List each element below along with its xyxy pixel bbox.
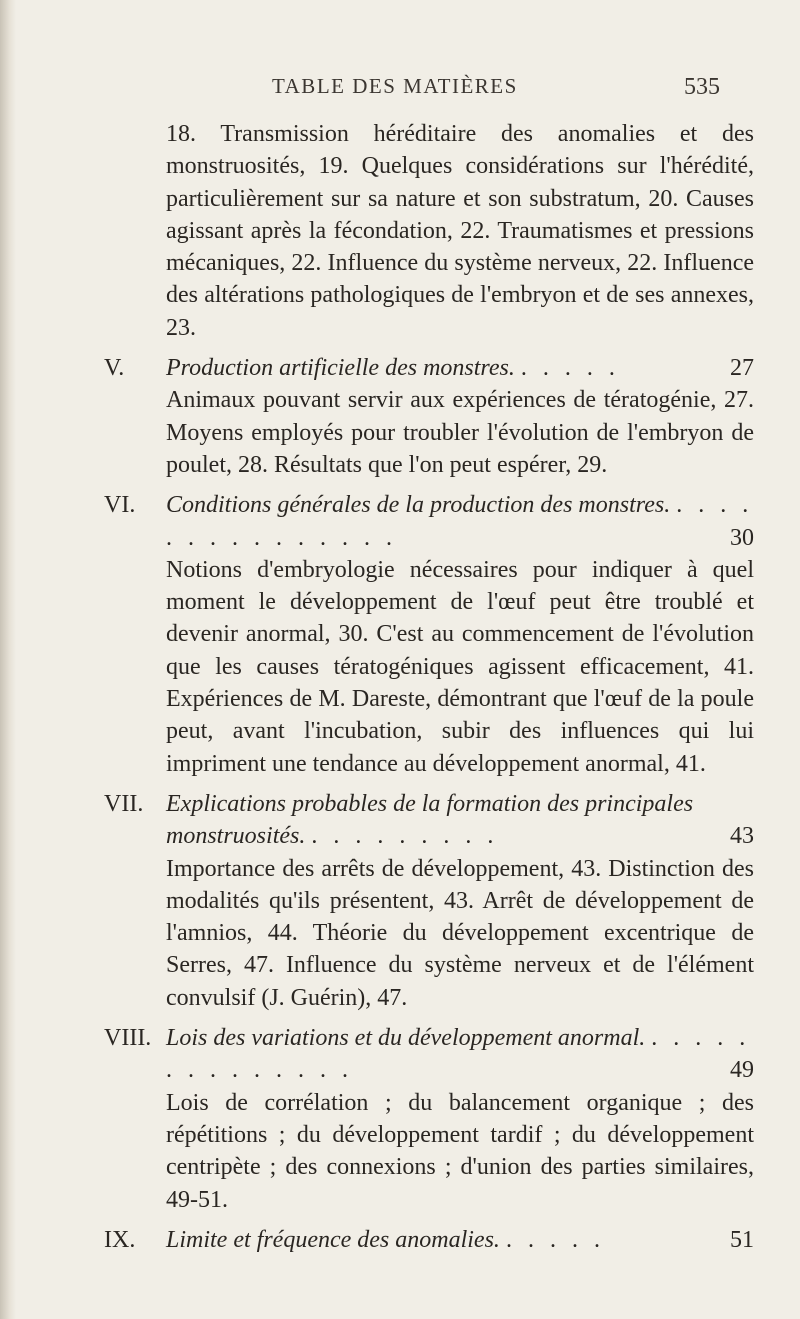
- table-of-contents: [0, 118, 800, 1256]
- section-page-ref: 30: [730, 524, 754, 551]
- section-numeral: IX.: [104, 1226, 136, 1253]
- toc-section-ix: [0, 1224, 800, 1256]
- section-title: Production artificielle des monstres.: [166, 355, 515, 382]
- section-heading: [104, 489, 754, 554]
- section-heading: [104, 788, 754, 853]
- dot-leader: . . . . .: [520, 355, 620, 382]
- section-numeral: VI.: [104, 492, 136, 519]
- section-page-ref: 27: [730, 355, 754, 382]
- section-numeral: V.: [104, 355, 125, 382]
- section-heading: [104, 1224, 754, 1256]
- dot-leader: . . . . . . . . . . . . . . .: [166, 492, 754, 551]
- toc-section-vii: [0, 788, 800, 1014]
- section-heading: [104, 1022, 754, 1087]
- toc-section-viii: [0, 1022, 800, 1216]
- section-title: Lois des variations et du développement anormal.: [166, 1025, 646, 1052]
- section-page-ref: 49: [730, 1057, 754, 1084]
- section-page-ref: 51: [730, 1226, 754, 1253]
- section-title: Explications probables de la formation des principales monstruosités.: [166, 790, 694, 850]
- section-description: Lois de corrélation ; du balancement organique ; des répétitions ; du développement tardif ; du développement centripète ; des connexions ; d'union des parties similaires, 49-51.: [166, 1089, 754, 1213]
- running-head: TABLE DES MATIÈRES: [272, 74, 518, 98]
- page-number: 535: [684, 74, 720, 100]
- section-title: Limite et fréquence des anomalies.: [166, 1226, 500, 1253]
- toc-section-v: [0, 352, 800, 481]
- page-header: [0, 74, 800, 114]
- dot-leader: . . . . . . . . .: [311, 823, 499, 850]
- toc-section-vi: [0, 489, 800, 780]
- section-page-ref: 43: [730, 823, 754, 850]
- section-heading: [104, 352, 754, 384]
- section-title: Conditions générales de la production des monstres.: [166, 492, 671, 519]
- section-description: Notions d'embryologie nécessaires pour indiquer à quel moment le développement de l'œuf peut être troublé et devenir anormal, 30. C'est au commencement de l'évolution que les causes tératogéniques agissent efficacement, 41. Expériences de M. Dareste, démontrant que l'œuf de la poule peut, avant l'incubation, subir des influences qui lui impriment une tendance au développement anormal, 41.: [166, 556, 754, 777]
- dot-leader: . . . . . . . . . . . . . .: [166, 1025, 751, 1084]
- section-numeral: VII.: [104, 790, 144, 817]
- intro-paragraph: 18. Transmission héréditaire des anomalies et des monstruosités, 19. Quelques considérations sur l'hérédité, particulièrement sur sa nature et son substratum, 20. Causes agissant après la fécondation, 22. Traumatismes et pressions mécaniques, 22. Influence du système nerveux, 22. Influence des altérations pathologiques de l'embryon et de ses annexes, 23.: [166, 121, 754, 341]
- section-numeral: VIII.: [104, 1025, 152, 1052]
- dot-leader: . . . . .: [505, 1226, 605, 1253]
- section-description: Importance des arrêts de développement, 43. Distinction des modalités qu'ils présentent, 43. Arrêt de développement de l'amnios, 44. Théorie du développement excentrique de Serres, 47. Influence du système nerveux et de l'élément convulsif (J. Guérin), 47.: [166, 855, 754, 1011]
- section-description: Animaux pouvant servir aux expériences de tératogénie, 27. Moyens employés pour troubler l'évolution de l'embryon de poulet, 28. Résultats que l'on peut espérer, 29.: [166, 387, 754, 478]
